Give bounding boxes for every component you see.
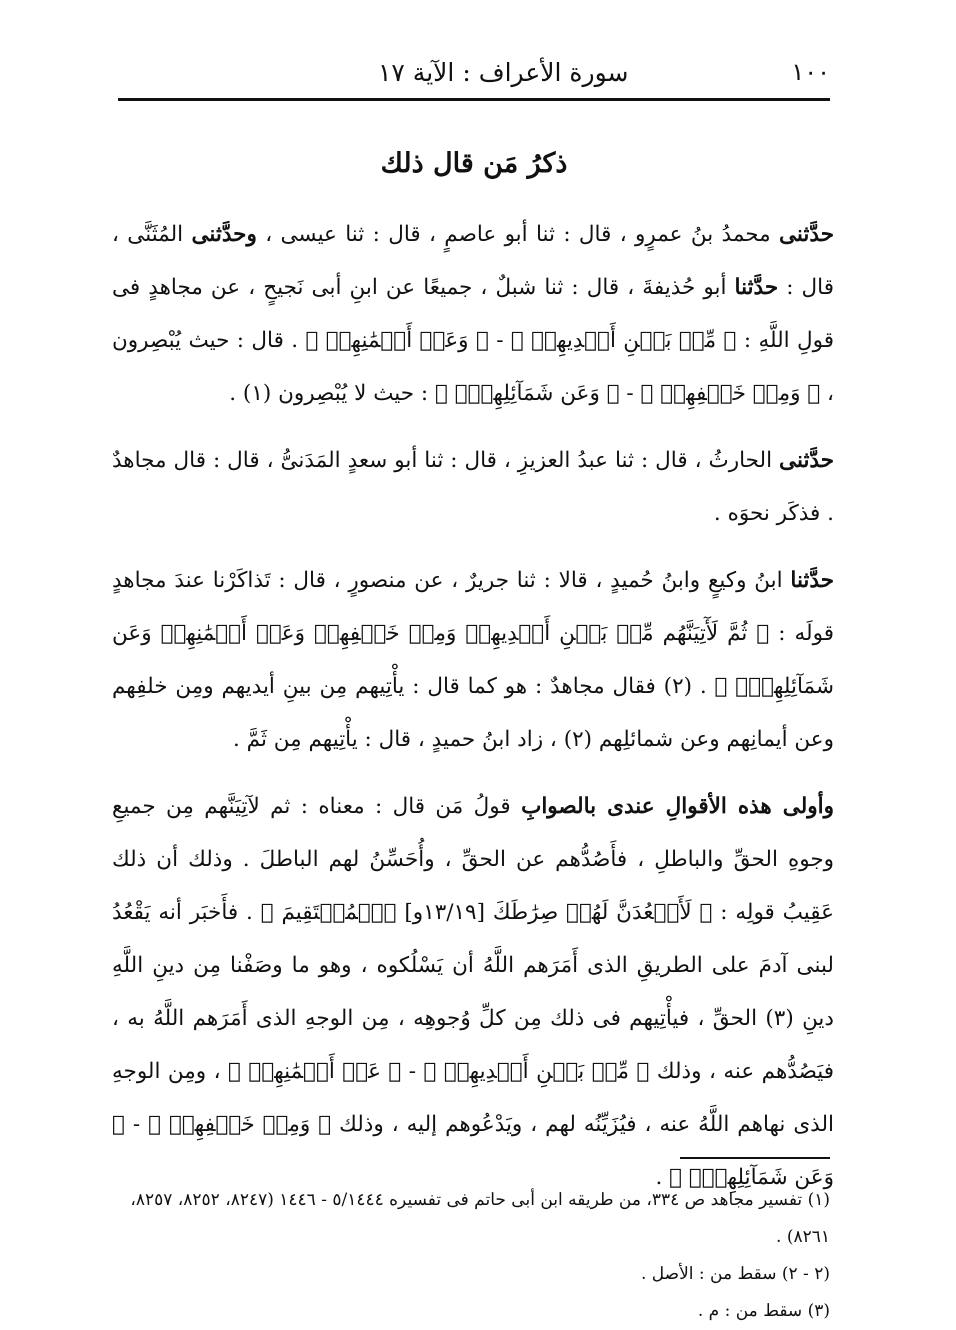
footnote-2: (٢ - ٢) سقط من : الأصل .: [640, 1264, 830, 1284]
text-run: أبو حُذيفةَ ، قال : ثنا شبلٌ ، جميعًا عن ابنِ أبى نَجيحٍ ، عن مجاهدٍ فى قولِ اللَّهِ : ﴿ مِّنۢ بَيۡنِ أَيۡدِيهِمۡ ﴾ - ﴿ وَعَنۡ أَيۡمَٰنِهِمۡ ﴾ . قال : حيث يُبْصِرون ، ﴿ وَمِنۡ خَلۡفِهِمۡ ﴾ - ﴿ وَعَن شَمَآئِلِهِمۡۖ ﴾ : حيث لا يُبْصِرون (١) .: [112, 275, 834, 406]
text-run: المُثَنَّى ، قال :: [112, 222, 834, 300]
text-run: ابنُ وكيعٍ وابنُ حُميدٍ ، قالا : ثنا جريرٌ ، عن منصورٍ ، قال : تَذاكَرْنا عندَ مجاهدٍ قولَه : ﴿ ثُمَّ لَأٓتِيَنَّهُم مِّنۢ بَيۡنِ أَيۡدِيهِمۡ وَمِنۡ خَلۡفِهِمۡ وَعَنۡ أَيۡمَٰنِهِمۡ وَعَن شَمَآئِلِهِمۡۖ ﴾ . (٢) فقال مجاهدٌ : هو كما قال : يأْتِيهم مِن بينِ أيديهم ومِن خلفِهم وعن أيمانِهم وعن شمائلِهم (٢) ، زاد ابنُ حميدٍ ، قال : يأْتِيهم مِن ثَمَّ .: [112, 568, 835, 752]
page-number: ١٠٠: [791, 58, 830, 86]
text-run: قولُ مَن قال : معناه : ثم لآتِيَنَّهم مِن جميعِ وجوهِ الحقِّ والباطلِ ، فأَصُدُّهم عن الحقِّ ، وأُحَسِّنُ لهم الباطلَ . وذلك أن ذلك عَقِيبُ قولِه : ﴿ لَأَقۡعُدَنَّ لَهُمۡ صِرَٰطَكَ [١٣/١٩و] ٱلۡمُسۡتَقِيمَ ﴾ . فأَخبَر أنه يَقْعُدُ لبنى آدمَ على الطريقِ الذى أَمَرَهم اللَّهُ أن يَسْلُكوه ، وهو ما وصَفْنا مِن دينِ اللَّهِ دينِ (٣) الحقِّ ، فيأْتِيهم فى ذلك مِن كلِّ وُجوهِه ، مِن الوجهِ الذى أَمَرَهم اللَّهُ به ، فيَصُدُّهم عنه ، وذلك ﴿ مِّنۢ بَيۡنِ أَيۡدِيهِمۡ ﴾ - ﴿ عَنۡ أَيۡمَٰنِهِمۡ ﴾ ، ومِن الوجهِ الذى نهاهم اللَّهُ عنه ، فيُزَيِّنُه لهم ، ويَدْعُوهم إليه ، وذلك ﴿ وَمِنۡ خَلۡفِهِمۡ ﴾ - ﴿ وَعَن شَمَآئِلِهِمۡۖ ﴾ .: [112, 794, 834, 1190]
running-header: [118, 52, 830, 92]
footnote-3: (٣) سقط من : م .: [697, 1301, 830, 1321]
bold-run: حدَّثنا: [790, 568, 834, 593]
bold-run: حدَّثنا: [734, 275, 779, 300]
header-rule: [118, 98, 830, 101]
paragraph-3: [112, 554, 834, 766]
footnote-rule: [680, 1157, 830, 1159]
paragraph-1: [112, 208, 834, 420]
running-title: سورة الأعراف : الآية ١٧: [378, 57, 629, 87]
bold-run: حدَّثنى: [779, 222, 834, 247]
paragraph-4: [112, 780, 834, 1204]
main-text: [112, 208, 834, 1218]
text-run: الحارثُ ، قال : ثنا عبدُ العزيزِ ، قال : ثنا أبو سعدٍ المَدَنىُّ ، قال : قال مجاهدٌ . فذكَر نحوَه .: [112, 448, 834, 526]
bold-run: وحدَّثنى: [191, 222, 257, 247]
bold-run: وأولى هذه الأقوالِ عندى بالصوابِ: [521, 794, 834, 819]
paragraph-2: [112, 434, 834, 540]
footnotes: [112, 1182, 830, 1330]
bold-run: حدَّثنى: [779, 448, 834, 473]
text-run: محمدُ بنُ عمرٍو ، قال : ثنا أبو عاصمٍ ، قال : ثنا عيسى ،: [256, 222, 780, 247]
section-heading: ذكرُ مَن قال ذلك: [380, 148, 568, 179]
footnote-1: (١) تفسير مجاهد ص ٣٣٤، من طريقه ابن أبى حاتم فى تفسيره ٥/١٤٤٤ - ١٤٤٦ (٨٢٤٧، ٨٢٥٢، ٨٢٥٧، ٨٢٦١) .: [130, 1190, 830, 1247]
